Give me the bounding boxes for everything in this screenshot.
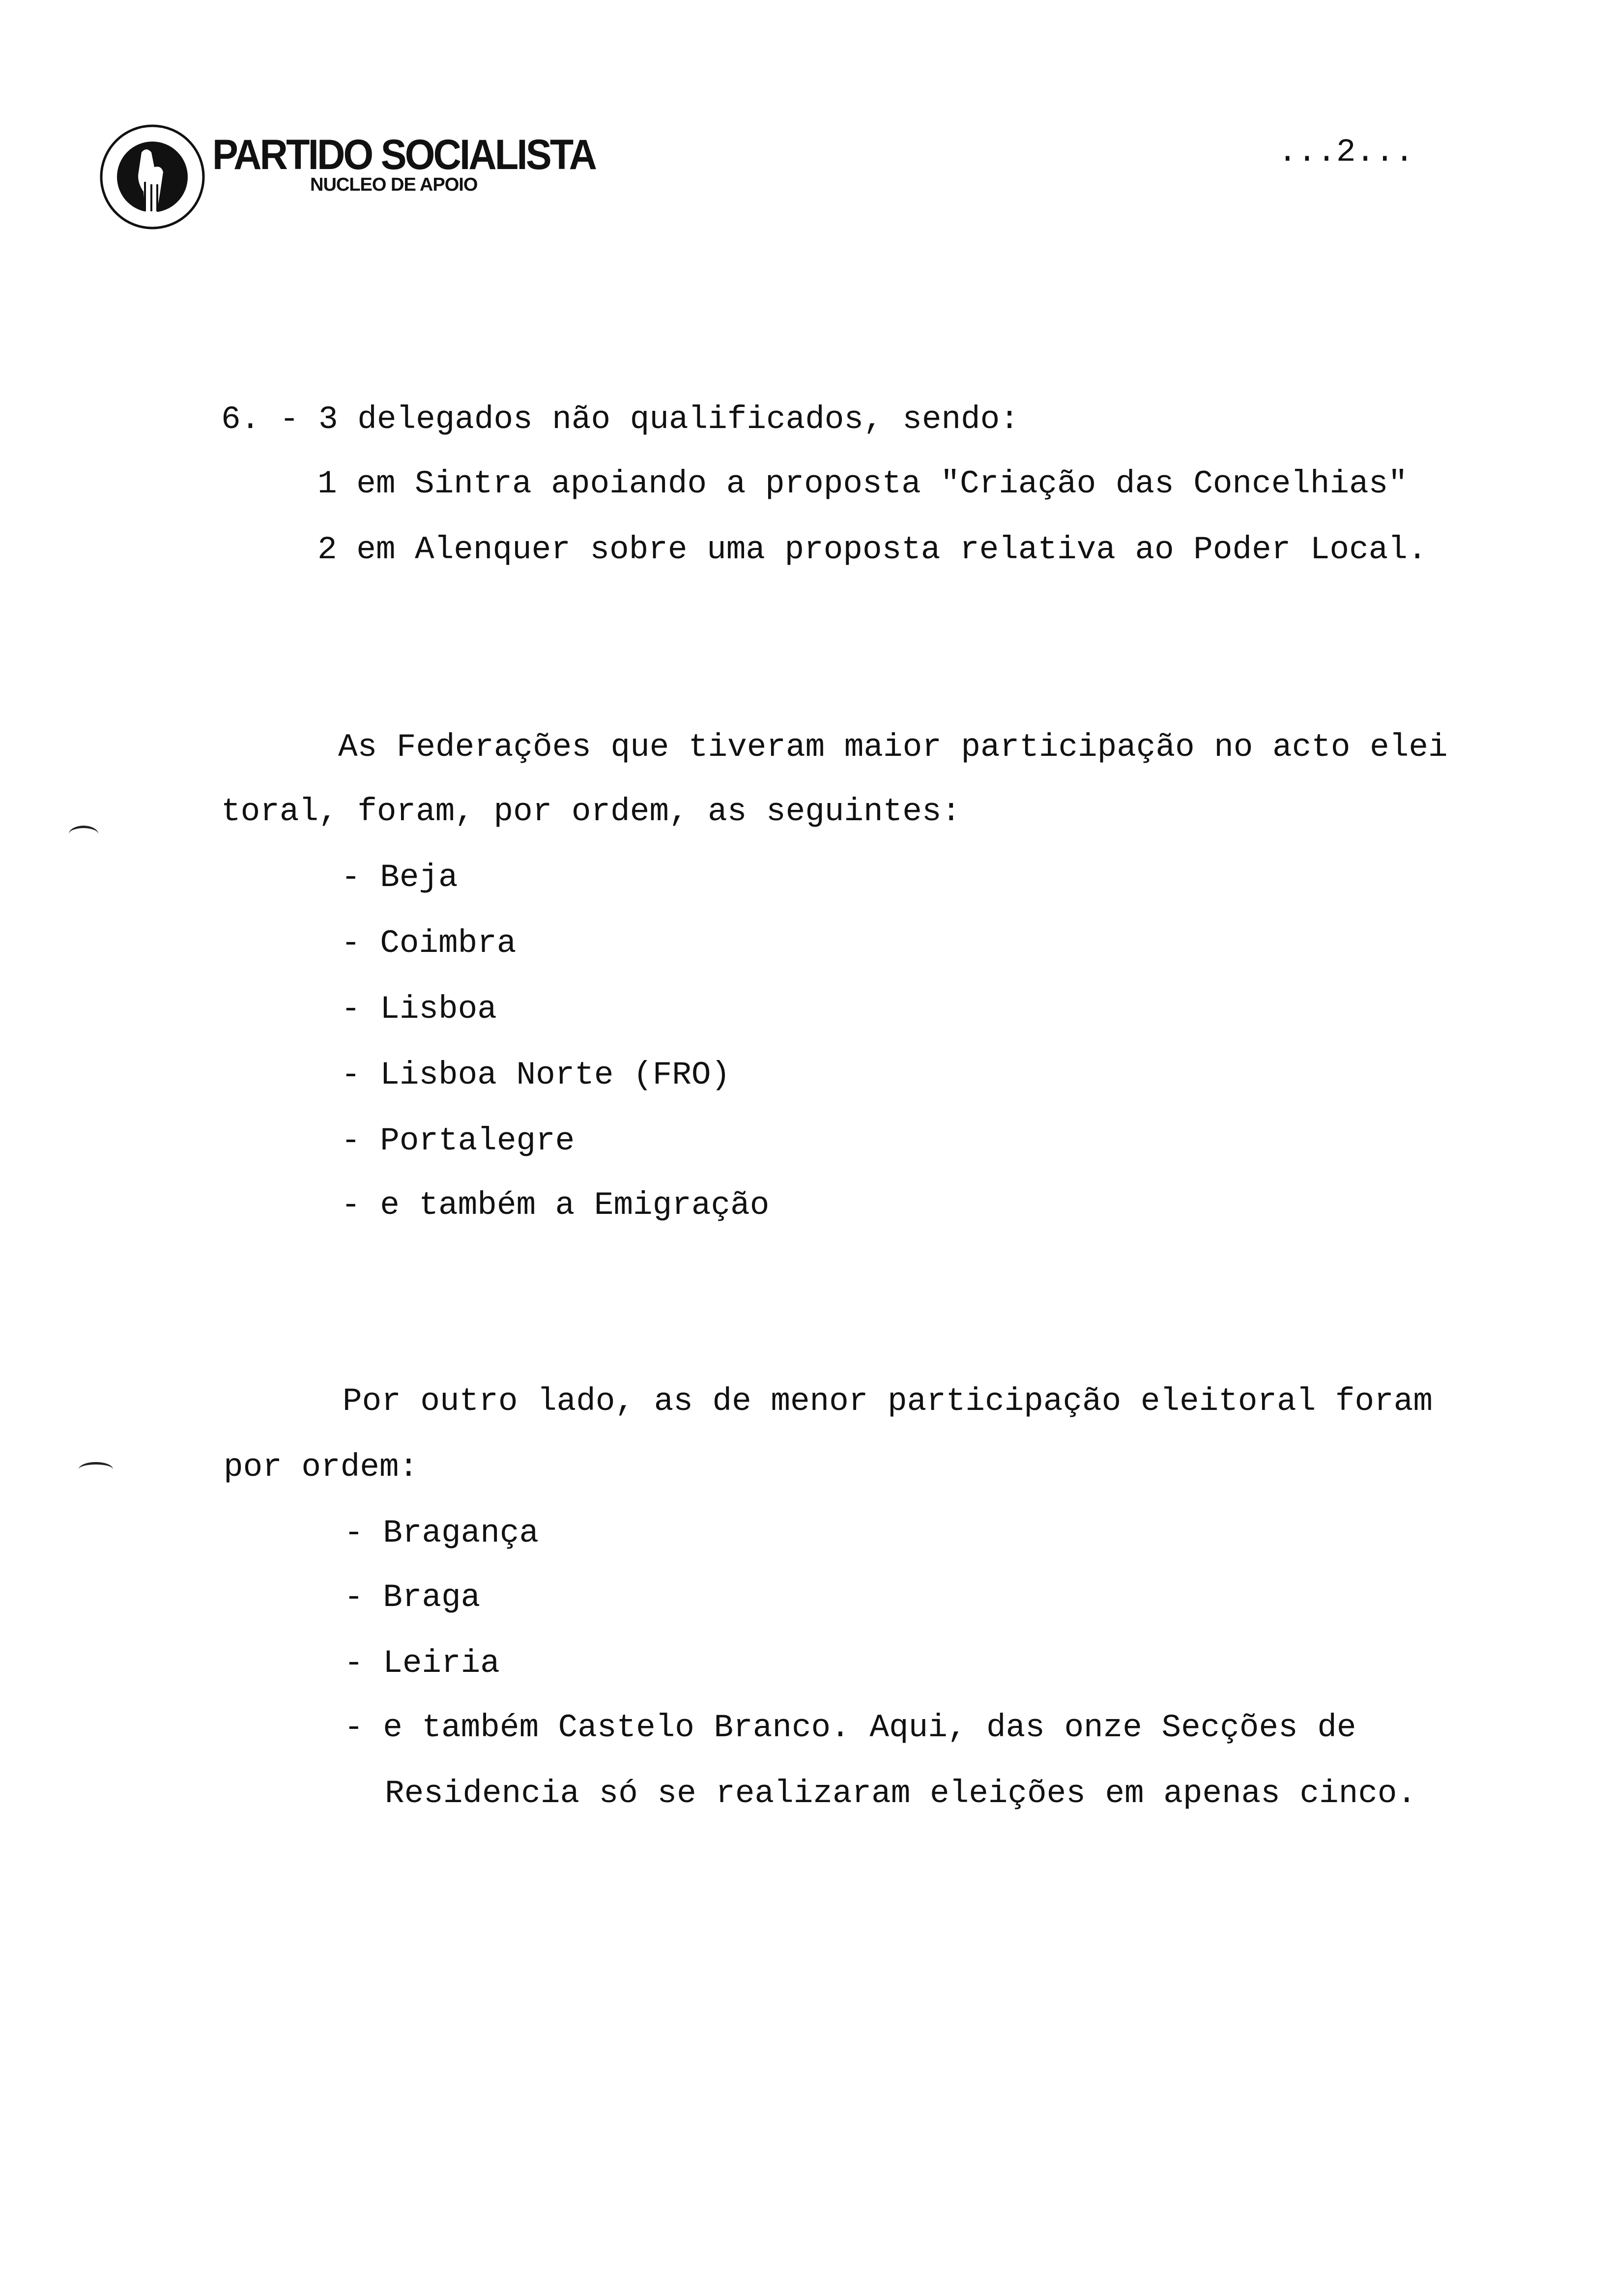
- paragraph-line: As Federações que tiveram maior participação no acto elei: [338, 729, 1448, 766]
- list-item-continuation: Residencia só se realizaram eleições em apenas cinco.: [385, 1775, 1417, 1812]
- list-item: - Beja: [341, 859, 458, 896]
- item-6-line: 2 em Alenquer sobre uma proposta relativa ao Poder Local.: [317, 531, 1427, 568]
- paragraph-line: toral, foram, por ordem, as seguintes:: [221, 793, 961, 830]
- list-item: - e também Castelo Branco. Aqui, das onze Secções de: [344, 1709, 1356, 1746]
- list-item: - e também a Emigração: [341, 1187, 770, 1224]
- list-item: - Leiria: [344, 1645, 500, 1682]
- party-name: PARTIDO SOCIALISTA: [212, 131, 596, 178]
- list-item: - Portalegre: [341, 1122, 575, 1159]
- list-item: - Lisboa Norte (FRO): [341, 1057, 731, 1093]
- party-subtitle: NUCLEO DE APOIO: [310, 174, 478, 195]
- margin-mark: [79, 1462, 113, 1477]
- item-6-line: 1 em Sintra apoiando a proposta "Criação das Concelhias": [317, 465, 1408, 502]
- list-item: - Braga: [344, 1579, 481, 1616]
- paragraph-line: Por outro lado, as de menor participação eleitoral foram: [343, 1383, 1433, 1420]
- list-item: - Bragança: [344, 1515, 539, 1551]
- page-number: ...2...: [1278, 134, 1414, 171]
- list-item: - Coimbra: [341, 925, 517, 962]
- list-item: - Lisboa: [341, 991, 497, 1028]
- paragraph-line: por ordem:: [224, 1449, 419, 1486]
- margin-mark: [69, 826, 98, 843]
- item-6-heading: 6. - 3 delegados não qualificados, sendo:: [221, 401, 1019, 438]
- party-logo: [98, 123, 206, 231]
